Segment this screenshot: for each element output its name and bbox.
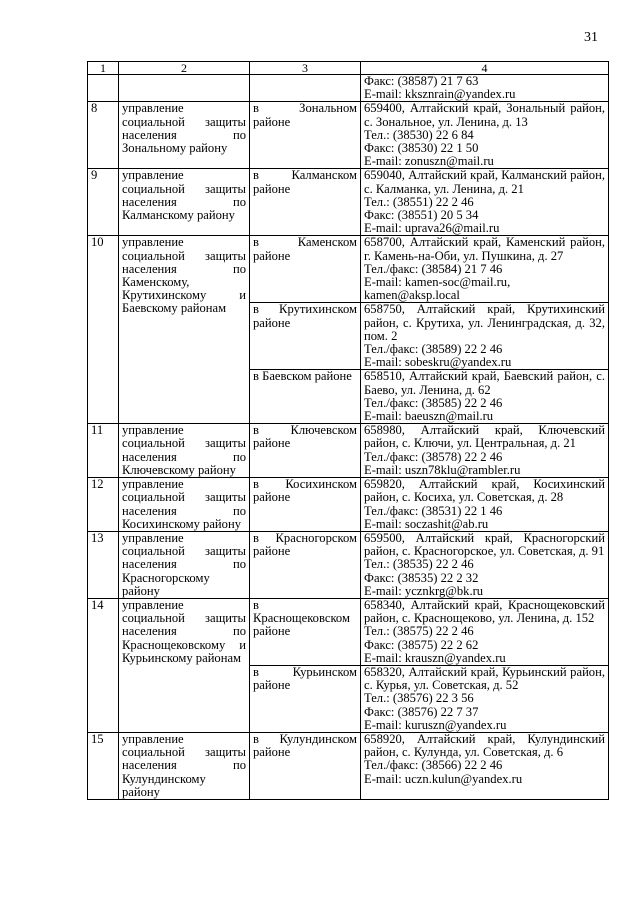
email-line: E-mail: soczashit@ab.ru	[364, 516, 489, 531]
column-header: 4	[361, 62, 609, 75]
org-name: управление социальной защиты населения по Калманскому району	[119, 169, 250, 236]
org-name: управление социальной защиты населения по Краснощековскому и Курьинскому районам	[119, 598, 250, 732]
address-cell	[361, 75, 609, 102]
phone-line: Факс: (38530) 22 1 50	[364, 141, 479, 156]
address: 658920, Алтайский край, Кулундинский район, с. Кулунда, ул. Советская, д. 6	[364, 731, 605, 760]
fax-line: Факс: (38587) 21 7 63	[364, 74, 479, 88]
phone-line: Тел./факс: (38531) 22 1 46	[364, 503, 503, 518]
row-number: 15	[88, 732, 119, 799]
table-row	[88, 424, 609, 478]
email-line: E-mail: kuruszn@yandex.ru	[364, 717, 507, 732]
district: в Красногорском районе	[250, 531, 361, 598]
phone-line: Тел./факс: (38585) 22 2 46	[364, 395, 503, 410]
email-line: E-mail: kamen-soc@mail.ru,	[364, 275, 511, 290]
column-header: 3	[250, 62, 361, 75]
district: в Косихинском районе	[250, 478, 361, 532]
email-line: kamen@aksp.local	[364, 288, 460, 303]
org-name: управление социальной защиты населения по Каменскому, Крутихинскому и Баевскому районам	[119, 236, 250, 424]
address-cell	[361, 169, 609, 236]
row-number: 9	[88, 169, 119, 236]
phone-line: Факс: (38576) 22 7 37	[364, 704, 479, 719]
address: 658340, Алтайский край, Краснощековский район, с. Краснощеково, ул. Ленина, д. 152	[364, 597, 605, 626]
district: в Калманском районе	[250, 169, 361, 236]
table-row	[88, 598, 609, 665]
phone-line: Тел./факс: (38589) 22 2 46	[364, 342, 503, 357]
address-cell	[361, 598, 609, 665]
phone-line: Факс: (38551) 20 5 34	[364, 208, 479, 223]
row-number: 13	[88, 531, 119, 598]
email-line: E-mail: uszn78klu@rambler.ru	[364, 462, 521, 477]
phone-line: Тел.: (38551) 22 2 46	[364, 194, 474, 209]
address-cell	[361, 303, 609, 370]
table-row	[88, 478, 609, 532]
address-cell	[361, 478, 609, 532]
address: 659820, Алтайский край, Косихинский район, с. Косиха, ул. Советская, д. 28	[364, 477, 605, 505]
district: в Крутихинском районе	[250, 303, 361, 370]
district-cell	[250, 75, 361, 102]
address: 659040, Алтайский край, Калманский район, с. Калманка, ул. Ленина, д. 21	[364, 168, 605, 196]
offices-table	[87, 61, 609, 800]
address: 658700, Алтайский край, Каменский район, г. Камень-на-Оби, ул. Пушкина, д. 27	[364, 235, 605, 263]
phone-line: Факс: (38575) 22 2 62	[364, 637, 479, 652]
table-row	[88, 169, 609, 236]
phone-line: Тел.: (38575) 22 2 46	[364, 624, 474, 639]
table-row	[88, 732, 609, 799]
page-number: 31	[584, 30, 598, 45]
num-cell	[88, 75, 119, 102]
address: 659500, Алтайский край, Красногорский район, с. Красногорское, ул. Советская, д. 91	[364, 530, 605, 559]
address: 658320, Алтайский край, Курьинский район, с. Курья, ул. Советская, д. 52	[364, 664, 605, 693]
district: в Краснощековском районе	[250, 598, 361, 665]
phone-line: Тел.: (38535) 22 2 46	[364, 557, 474, 572]
table-row	[88, 75, 609, 102]
address: 659400, Алтайский край, Зональный район, с. Зональное, ул. Ленина, д. 13	[364, 101, 605, 129]
phone-line: Тел./факс: (38584) 21 7 46	[364, 261, 503, 276]
email-line: E-mail: sobeskru@yandex.ru	[364, 355, 512, 370]
org-cell	[119, 75, 250, 102]
email-line: E-mail: uczn.kulun@yandex.ru	[364, 771, 523, 786]
district: в Зональном районе	[250, 102, 361, 169]
row-number: 11	[88, 424, 119, 478]
org-name: управление социальной защиты населения по Ключевскому району	[119, 424, 250, 478]
org-name: управление социальной защиты населения по Кулундинскому району	[119, 732, 250, 799]
address-cell	[361, 236, 609, 303]
phone-line: Тел./факс: (38566) 22 2 46	[364, 758, 503, 773]
email-line: E-mail: ycznkrg@bk.ru	[364, 583, 484, 598]
email-line: E-mail: kksznrain@yandex.ru	[364, 87, 516, 102]
email-line: E-mail: zonuszn@mail.ru	[364, 154, 494, 169]
org-name: управление социальной защиты населения по Зональному району	[119, 102, 250, 169]
table-row	[88, 236, 609, 303]
org-name: управление социальной защиты населения по Красногорскому району	[119, 531, 250, 598]
row-number: 14	[88, 598, 119, 732]
district: в Курьинском районе	[250, 665, 361, 732]
column-header: 2	[119, 62, 250, 75]
address-cell	[361, 424, 609, 478]
address-cell	[361, 665, 609, 732]
district: в Ключевском районе	[250, 424, 361, 478]
table-row	[88, 102, 609, 169]
column-header: 1	[88, 62, 119, 75]
district: в Баевском районе	[250, 370, 361, 424]
district: в Кулундинском районе	[250, 732, 361, 799]
email-line: E-mail: uprava26@mail.ru	[364, 221, 500, 236]
table-row	[88, 531, 609, 598]
table-header-row	[88, 62, 609, 75]
address-cell	[361, 531, 609, 598]
address-cell	[361, 102, 609, 169]
row-number: 12	[88, 478, 119, 532]
org-name: управление социальной защиты населения по Косихинскому району	[119, 478, 250, 532]
address: 658510, Алтайский край, Баевский район, с. Баево, ул. Ленина, д. 62	[364, 369, 605, 397]
email-line: E-mail: krauszn@yandex.ru	[364, 650, 506, 665]
phone-line: Факс: (38535) 22 2 32	[364, 570, 479, 585]
address-cell	[361, 370, 609, 424]
address-cell	[361, 732, 609, 799]
address: 658750, Алтайский край, Крутихинский район, с. Крутиха, ул. Ленинградская, д. 32, пом. 2	[364, 302, 605, 343]
address: 658980, Алтайский край, Ключевский район, с. Ключи, ул. Центральная, д. 21	[364, 423, 605, 451]
phone-line: Тел.: (38576) 22 3 56	[364, 691, 474, 706]
email-line: E-mail: baeuszn@mail.ru	[364, 409, 494, 424]
phone-line: Тел.: (38530) 22 6 84	[364, 127, 474, 142]
phone-line: Тел./факс: (38578) 22 2 46	[364, 449, 503, 464]
row-number: 10	[88, 236, 119, 424]
row-number: 8	[88, 102, 119, 169]
district: в Каменском районе	[250, 236, 361, 303]
